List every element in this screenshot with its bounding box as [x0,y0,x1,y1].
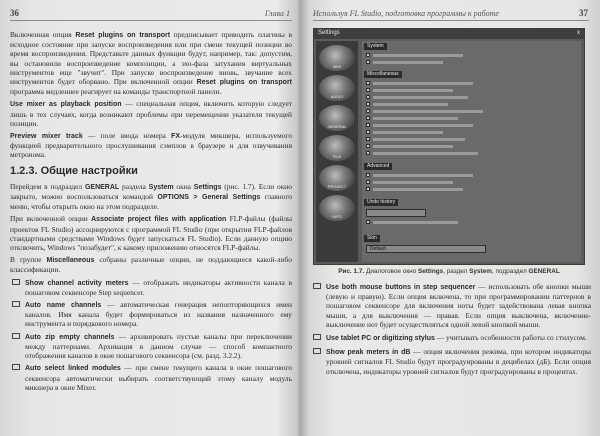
label-placeholder [373,54,463,57]
text: FLP-файлы (файлы проектов FL Studio) ассоциируются с программой FL Studio (при открытии FLP-файлов стандартными средствами Windows будет запускаться FL Studio). Если данную опцию отключить, Windows "позабудет", к какому приложению относятся FLP-файлы. [10,214,292,253]
option-row [366,173,577,178]
option-name: Use mixer as playback position [10,101,122,109]
checkbox-icon [366,220,370,224]
option-name: Auto select linked modules [25,365,121,373]
checkbox-icon [366,123,370,127]
text: предписывает приводить плагины в исходное состояние при запуске воспроизведения или при смене текущей позиции во время воспроизведения. Представьте данных функции будут, например, так: допустим, вы остановили воспроизведение композиции, а эхо-фаза затухания виртуальных инструментов еще "звучит". При запуске воспроизведение вновь, звучание всех инструментов будет оборвано. При включенной опции [10,30,292,87]
left-text-column [10,30,292,395]
checkbox-bullet-icon [313,334,321,340]
checkbox-icon [366,130,370,134]
option-row [366,95,577,100]
checkbox-icon [366,95,370,99]
checkbox-bullet-icon [12,364,20,370]
running-head-right: Испoльзуя FL Studio, подготовка программы к работе [313,9,499,18]
label: PROJECT [327,184,347,189]
label-placeholder [373,174,473,177]
option-row [366,137,577,142]
settings-panel [362,41,581,262]
option-row [366,144,577,149]
caption-label: Рис. 1.7. [338,268,365,275]
option-name: System [148,183,174,191]
figure-caption [313,268,585,275]
option-name: Show peak meters in dB [326,349,411,357]
label-placeholder [373,131,443,134]
section-undo-history: Undo history [364,199,398,206]
option-name: Reset plugins on transport [196,79,292,87]
checkbox-bullet-icon [12,333,20,339]
header-rule-left [10,20,292,21]
settings-window-figure [313,28,585,265]
label-placeholder [373,103,448,106]
checkbox-icon [366,137,370,141]
option-name: Show channel activity meters [25,279,129,287]
sidebar-button-project [319,165,355,191]
right-text-column [311,282,591,380]
label: AUDIO [330,94,344,99]
option-name: Auto name channels [25,302,102,310]
section-skin: Skin [364,235,380,242]
text: — при смене текущего канала в окне пошагового секвенсора автоматически выбирать соответствующий этому каналу модуль микшера в окне Mixer. [25,363,292,392]
label-placeholder [373,61,443,64]
option-row [366,180,577,185]
sidebar-button-midi [319,45,355,71]
checkbox-icon [366,60,370,64]
label-placeholder [373,138,465,141]
sidebar-button-info [319,195,355,221]
text: — автоматическая генерация непопторяющихся имен каналов. Имя канала будет формироваться из названия назначенного ему инструмента и порядкового номера. [25,300,292,329]
label: FILE [332,154,342,159]
option-row [366,220,577,225]
checkbox-icon [366,187,370,191]
option-name: Reset plugins on transport [75,32,171,39]
checkbox-icon [366,151,370,155]
list-item [10,300,292,329]
option-name: Associate project files with application [91,216,227,224]
option-row [366,151,577,156]
checkbox-icon [366,144,370,148]
text: — опция включения режима, при котором индикаторы уровней сигналов FL Studio будут проградуированы в децибелах (дБ). Если опция отключена, индикаторы уровней сигналов будут проградуированы в процентах. [326,347,591,376]
label-placeholder [373,152,478,155]
skin-value: Default [370,246,386,252]
checkbox-icon [366,53,370,57]
text: Перейдем в подраздел [10,181,83,191]
paragraph-mixer-playback [10,99,292,128]
text: , подраздел [491,268,527,275]
text: раздела [122,181,146,191]
text: System [469,268,492,275]
label: INFO [332,214,342,219]
checkbox-icon [366,102,370,106]
label-placeholder [373,221,458,224]
paragraph-general [10,182,292,212]
option-row [366,88,577,93]
sidebar-button-file [319,135,355,161]
paragraph-preview-mixer [10,131,292,160]
section-miscellaneous: Miscellaneous [364,71,402,78]
window-title: Settings [318,30,340,36]
option-name: FX [171,133,181,141]
option-row [366,102,577,107]
label-placeholder [373,117,458,120]
text: , раздел [443,268,468,275]
option-name: Auto zip empty channels [25,333,115,341]
list-item [311,282,591,329]
page-number-left: 36 [10,8,19,18]
checkbox-icon [366,81,370,85]
text: программа медленнее реагирует на команды транспортной панели. [10,87,222,97]
text: собраны различные опции, не поддающиеся какой-либо классификации. [10,255,292,275]
checkbox-icon [366,109,370,113]
option-name: Use both mouse buttons in step sequencer [326,284,476,291]
text: Включенная опция [10,30,72,39]
text: — использовать обе кнопки мыши (левую и правую). Если опция включена, то при программировании паттернов в пошаговом секвенсоре для включения ноты будет задействована левая кнопка мыши, а для выключения — правая. Если опция выключена, включение-выключение нот будет осуществляться одной левой кнопкой мыши. [326,282,591,329]
label-placeholder [373,188,463,191]
option-name: GENERAL [84,183,120,191]
label-placeholder [373,110,483,113]
label-placeholder [373,145,453,148]
label-placeholder [373,181,453,184]
paragraph-reset-plugins [10,30,292,96]
option-name: Miscellaneous [46,257,95,265]
option-row [366,130,577,135]
text: главного меню, чтобы открыть окно на этом подразделе. [10,192,292,212]
checkbox-icon [366,116,370,120]
sidebar-button-audio [319,75,355,101]
text: — учитывать особенности работы со стилусом. [436,333,587,343]
text: (рис. 1.7). Если окно закрыто, можно воспользоваться командой [10,181,292,202]
list-item [311,347,591,376]
sidebar-button-general [319,105,355,131]
section-advanced: Advanced [364,163,392,170]
list-item [311,333,591,343]
checkbox-bullet-icon [12,279,20,285]
option-row [366,116,577,121]
list-item [10,278,292,297]
text: окна [176,181,191,191]
label-placeholder [373,89,453,92]
skin-select [366,245,486,253]
text: — архивировать пустые каналы при переключении между паттернами. Архивация в данном случае — способ компактного отображения каналов в окне пошагового секвенсора (см. разд. 3.2.2). [25,331,292,361]
close-icon: x [577,30,580,36]
label: GENERAL [327,124,347,129]
label-placeholder [373,96,468,99]
list-item [10,363,292,392]
option-row [366,123,577,128]
text: -модуля микшера, используемого функцией предварительного прослушивания сэмплов в браузере и для озвучивания метронома. [10,131,292,160]
paragraph-associate [10,214,292,252]
text: При включенной опции [10,214,88,224]
option-name: Use tablet PC or digitizing stylus [326,335,435,343]
paragraph-miscellaneous [10,255,292,274]
checkbox-icon [366,173,370,177]
text: В группе [10,255,42,265]
header-rule-right [313,20,589,21]
undo-levels-field [366,209,426,217]
text: — поле ввода номера [88,131,166,141]
window-titlebar [314,29,584,39]
page-number-right: 37 [579,8,588,18]
checkbox-bullet-icon [313,283,321,289]
section-heading: 1.2.3. Общие настройки [10,164,138,177]
option-name: OPTIONS > General Settings [157,194,261,202]
section-system: System [364,43,387,50]
text: GENERAL [528,268,560,275]
list-item [10,332,292,361]
text: — отображать индикаторы активности канала в пошаговом секвенсоре Step sequencer. [25,277,292,297]
option-row [366,187,577,192]
checkbox-icon [366,88,370,92]
label: MIDI [332,64,342,69]
option-row [366,81,577,86]
text: Диалоговое окно [366,268,417,275]
running-head-left: Глава 1 [264,9,290,18]
label-placeholder [373,82,473,85]
checkbox-bullet-icon [313,348,321,354]
option-name: Preview mixer track [10,133,83,141]
checkbox-icon [366,180,370,184]
settings-sidebar [316,41,358,262]
option-row [366,109,577,114]
text: — специальная опция, включить которую следует лишь в тех случаях, когда возникают проблемы при перемещении указателя текущей позиции. [10,99,292,128]
option-name: Settings [193,183,222,191]
option-row [366,60,577,65]
option-row [366,53,577,58]
text: Settings [417,268,444,275]
right-page [301,0,600,436]
checkbox-bullet-icon [12,301,20,307]
label-placeholder [373,124,473,127]
